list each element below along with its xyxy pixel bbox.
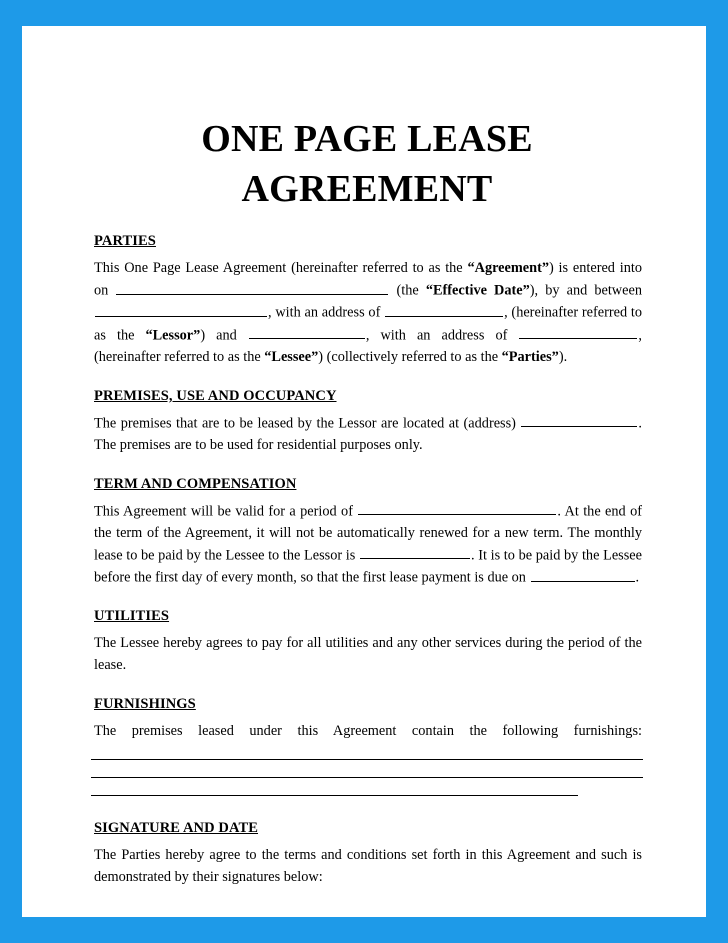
section-body-term: [94, 501, 643, 590]
blank-first-payment-date[interactable]: [531, 567, 635, 582]
lessor-term: “Lessor”: [145, 327, 201, 344]
parties-text-10: ) (collectively referred to as the: [318, 348, 502, 365]
section-premises: [91, 388, 643, 457]
section-body-signature: The Parties hereby agree to the terms and conditions set forth in this Agreement and such is demonstrated by their signatures below:: [94, 847, 642, 886]
section-heading-premises: PREMISES, USE AND OCCUPANCY: [94, 387, 337, 404]
section-furnishings: [91, 696, 643, 797]
parties-text-1: This One Page Lease Agreement (hereinafter referred to as the: [94, 260, 468, 277]
section-signature: [91, 820, 643, 888]
term-text-2: . At the end of the term of the Agreement, it will not be automatically renewed for a new term. The monthly lease to be paid by the Lessee to the Lessor is: [94, 503, 642, 564]
premises-text-1: The premises that are to be leased by the Lessor are located at (address): [94, 415, 521, 432]
parties-term: “Parties”: [501, 348, 559, 365]
lessee-term: “Lessee”: [264, 348, 319, 365]
section-parties: [91, 233, 643, 368]
parties-text-5: , with an address of: [268, 304, 385, 321]
blank-lessee-name[interactable]: [249, 325, 365, 340]
document-page: [22, 26, 706, 917]
blank-furnishings-line-3[interactable]: [91, 795, 578, 796]
section-heading-furnishings: FURNISHINGS: [94, 695, 196, 712]
parties-text-9: , (hereinafter referred to as the: [94, 327, 642, 365]
blank-premises-address[interactable]: [521, 413, 637, 428]
blank-furnishings-line-1[interactable]: [91, 759, 643, 760]
parties-text-11: ).: [558, 348, 568, 365]
parties-text-8: , with an address of: [365, 327, 519, 344]
blank-lessor-name[interactable]: [95, 302, 267, 317]
parties-text-7: ) and: [200, 327, 248, 344]
term-text-3: . It is to be paid by the Lessee before the first day of every month, so that the first lease payment is due on: [94, 547, 642, 586]
term-text-4: .: [635, 569, 640, 586]
page-title: ONE PAGE LEASE AGREEMENT: [201, 118, 533, 211]
section-body-premises: [94, 413, 643, 457]
effective-date-term: “Effective Date”: [425, 282, 530, 299]
parties-text-4: ), by and between: [529, 282, 642, 299]
section-body-utilities: The Lessee hereby agrees to pay for all utilities and any other services during the period of the lease.: [94, 635, 642, 673]
agreement-term: “Agreement”: [467, 260, 549, 277]
blank-effective-date[interactable]: [116, 280, 388, 295]
blank-monthly-rent[interactable]: [360, 545, 470, 560]
term-text-1: This Agreement will be valid for a period of: [94, 503, 358, 520]
premises-text-2: . The premises are to be used for residential purposes only.: [94, 415, 642, 453]
blank-term-period[interactable]: [358, 501, 556, 516]
parties-text-3: (the: [389, 282, 426, 299]
section-heading-parties: PARTIES: [94, 233, 156, 250]
section-heading-term: TERM AND COMPENSATION: [94, 475, 297, 492]
section-body-parties: [94, 258, 643, 368]
blank-lessor-address[interactable]: [385, 302, 503, 317]
section-body-furnishings: The premises leased under this Agreement contain the following furnishings:: [94, 722, 642, 739]
blank-lessee-address[interactable]: [519, 325, 637, 340]
parties-text-2: ) is entered into on: [94, 260, 642, 299]
section-heading-signature: SIGNATURE AND DATE: [94, 820, 259, 837]
section-term-compensation: [91, 476, 643, 590]
section-utilities: [91, 608, 643, 676]
section-heading-utilities: UTILITIES: [94, 608, 170, 625]
blank-furnishings-line-2[interactable]: [91, 777, 643, 778]
parties-text-6: , (hereinafter referred to as the: [94, 304, 642, 344]
